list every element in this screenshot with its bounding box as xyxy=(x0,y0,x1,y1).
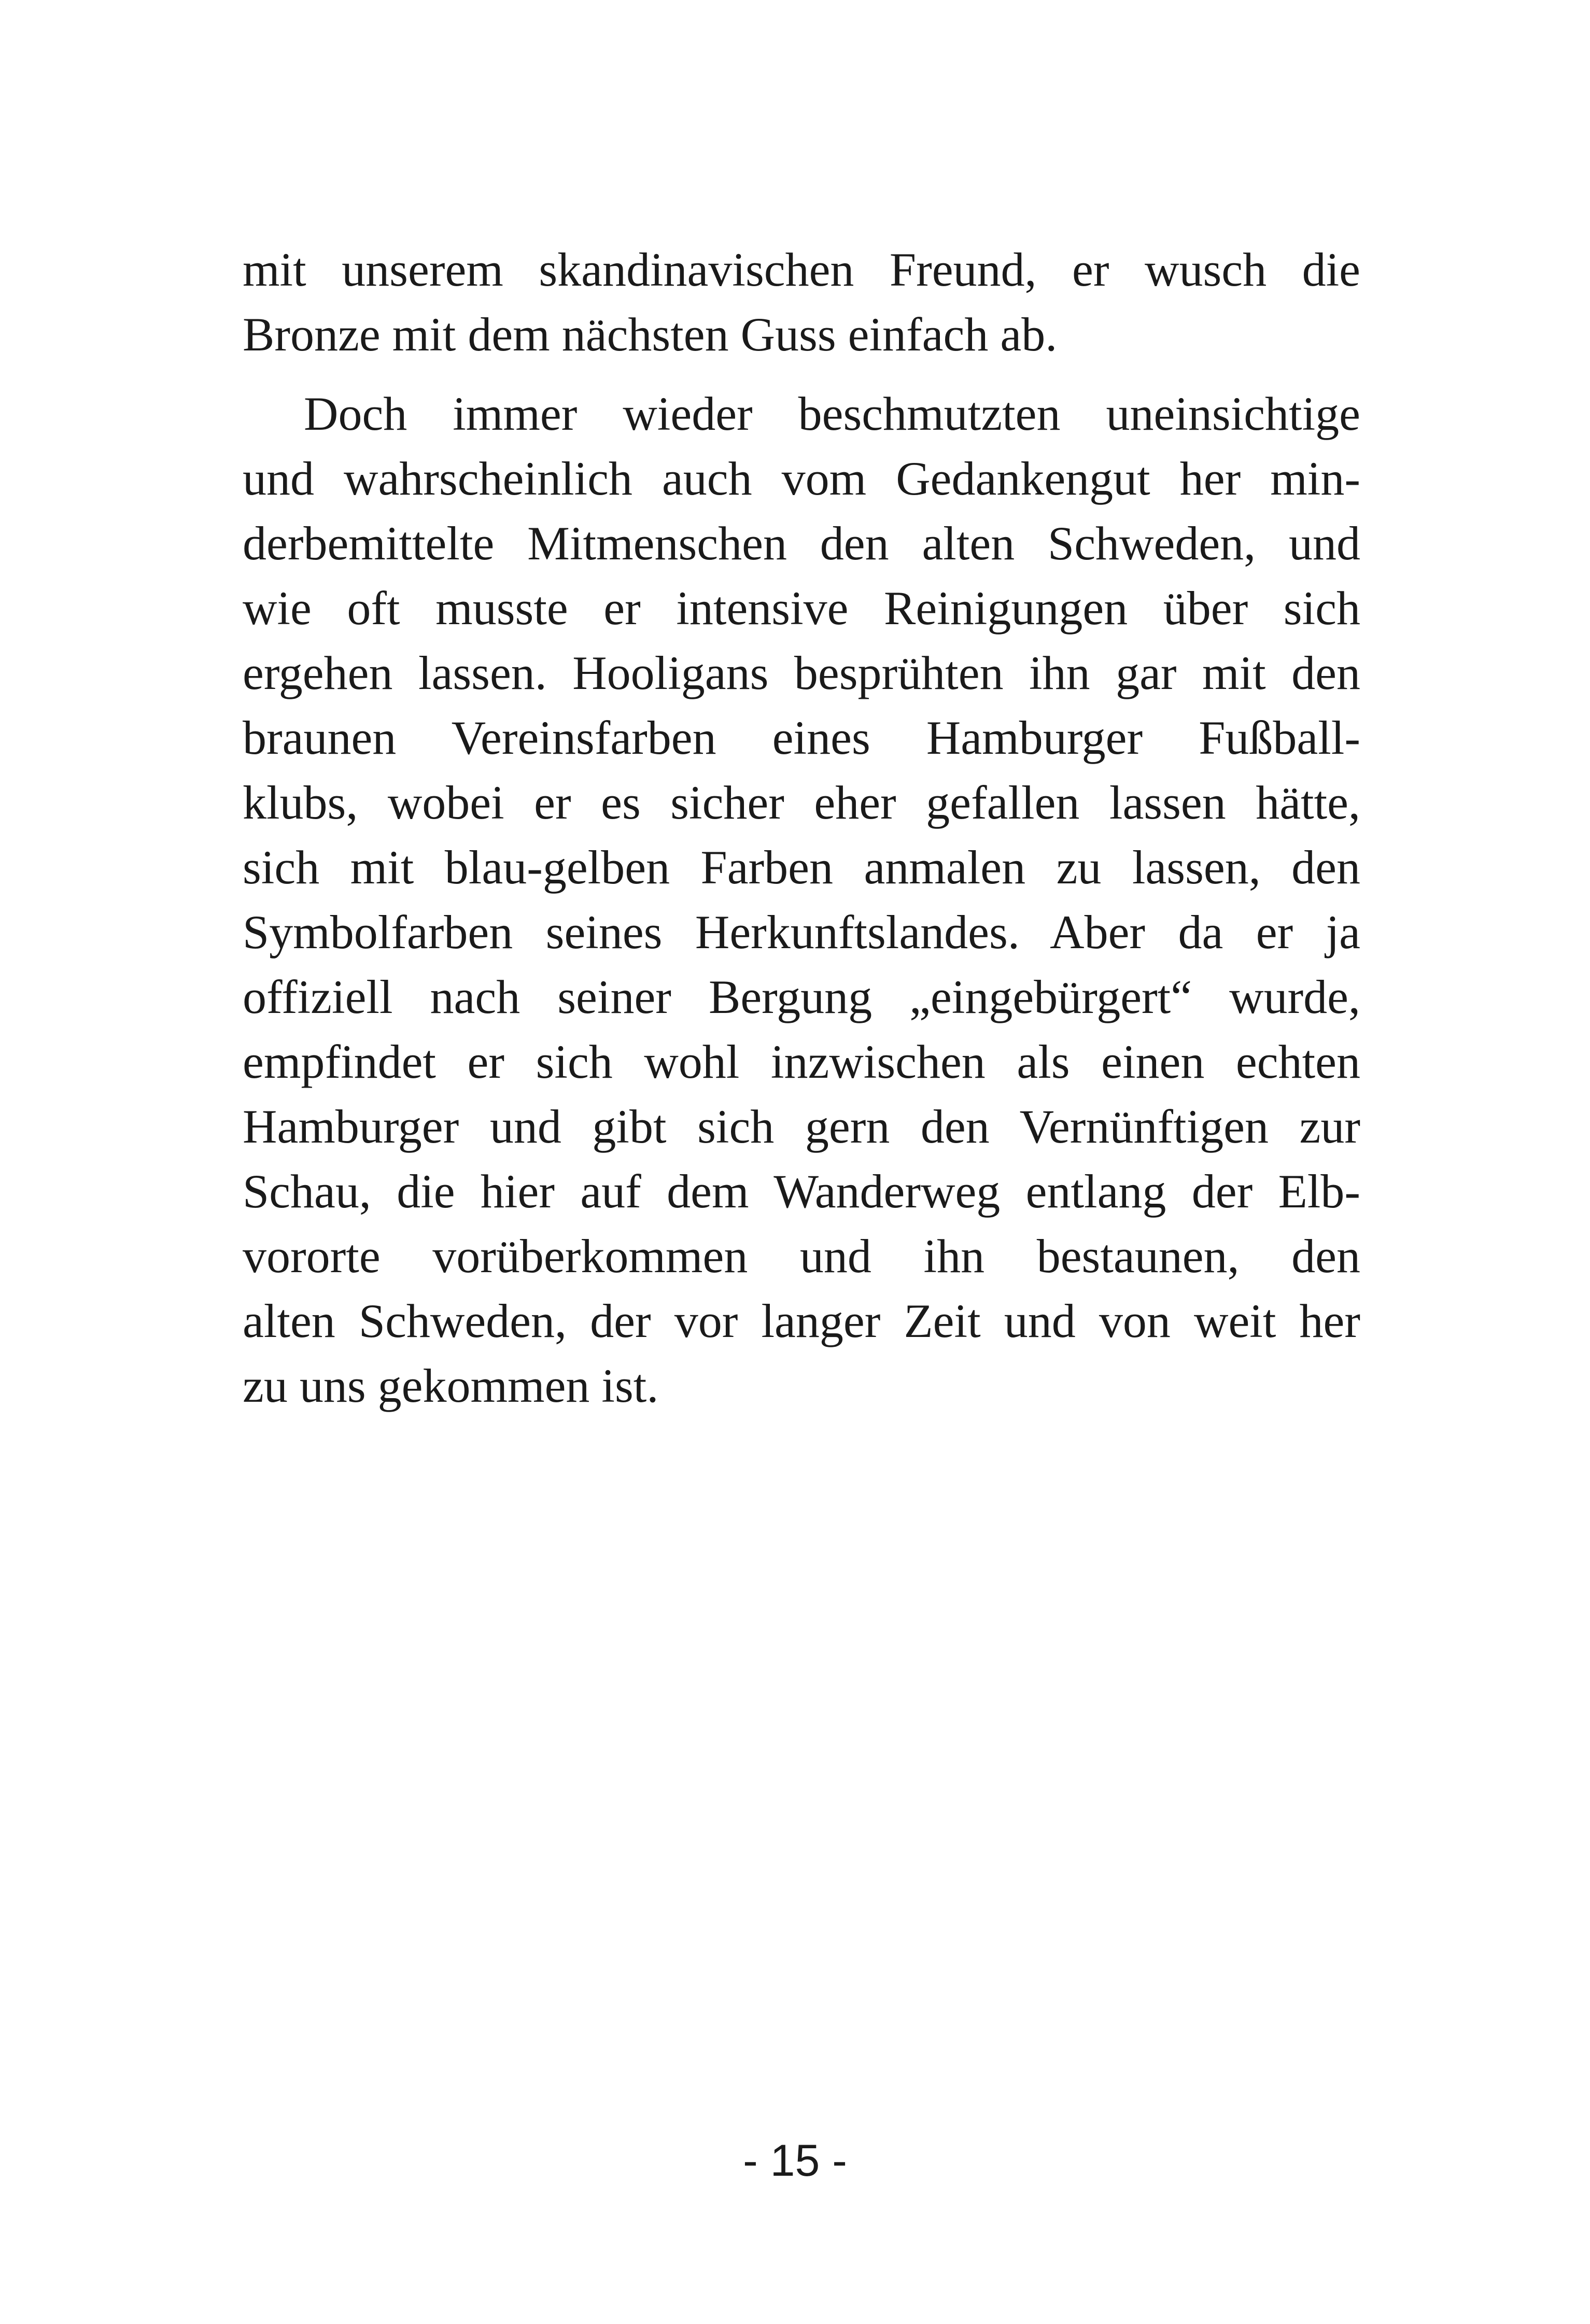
text-line: klubs, wobei er es sicher eher gefallen lassen hätte, xyxy=(243,776,1360,829)
page-number: - 15 - xyxy=(743,2136,847,2186)
text-line: alten Schweden, der vor langer Zeit und von weit her xyxy=(243,1294,1360,1347)
text-line: empfindet er sich wohl inzwischen als einen echten xyxy=(243,1035,1360,1088)
text-line: derbemittelte Mitmenschen den alten Schweden, und xyxy=(243,517,1360,570)
text-line: wie oft musste er intensive Reinigungen über sich xyxy=(243,582,1360,635)
text-line: zu uns gekommen ist. xyxy=(243,1359,659,1412)
text-line: Symbolfarben seines Herkunftslandes. Aber da er ja xyxy=(243,906,1360,959)
text-line: und wahrscheinlich auch vom Gedankengut her min- xyxy=(243,452,1360,505)
text-line: Hamburger und gibt sich gern den Vernünftigen zur xyxy=(243,1100,1360,1153)
text-line: braunen Vereinsfarben eines Hamburger Fußball- xyxy=(243,711,1360,764)
text-line: offiziell nach seiner Bergung „eingebürgert“ wurde, xyxy=(243,970,1360,1023)
paragraph-gap xyxy=(243,367,1360,382)
body-text xyxy=(243,237,1360,1418)
text-line: Doch immer wieder beschmutzten uneinsichtige xyxy=(304,387,1360,440)
text-line: Schau, die hier auf dem Wanderweg entlang der Elb- xyxy=(243,1165,1360,1218)
text-line: Bronze mit dem nächsten Guss einfach ab. xyxy=(243,308,1058,361)
text-line: sich mit blau-gelben Farben anmalen zu lassen, den xyxy=(243,841,1360,894)
text-line: mit unserem skandinavischen Freund, er wusch die xyxy=(243,243,1360,296)
text-line: ergehen lassen. Hooligans besprühten ihn gar mit den xyxy=(243,646,1360,699)
paragraph-2 xyxy=(243,382,1360,1418)
paragraph-1 xyxy=(243,237,1360,367)
text-line: vororte vorüberkommen und ihn bestaunen, den xyxy=(243,1230,1360,1283)
